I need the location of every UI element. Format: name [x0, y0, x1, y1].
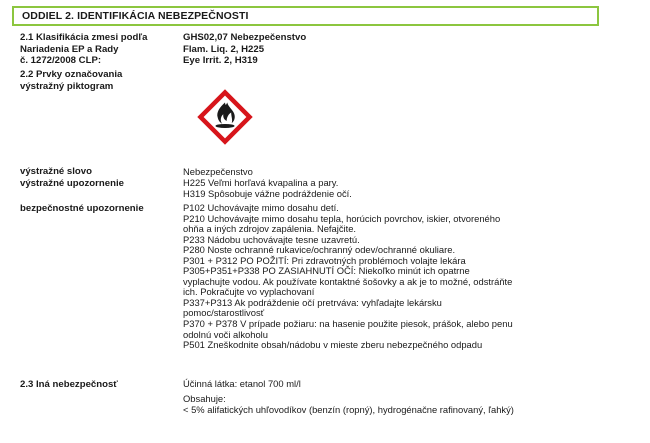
precautionary-statements-list	[183, 203, 513, 351]
precautionary-line: P370 + P378 V prípade požiaru: na hasenie použite piesok, prášok, alebo penu	[183, 318, 513, 330]
precautionary-line: vyplachujte vodou. Ak používate kontaktné šošovky a ak je to možné, odstráňte	[183, 275, 513, 287]
precautionary-line: ich. Pokračujte vo vyplachovaní	[183, 286, 315, 298]
signal-word-value: Nebezpečenstvo	[183, 165, 253, 177]
precautionary-line: P280 Noste ochranné rukavice/ochranný odev/ochranné okuliare.	[183, 244, 456, 256]
other-hazards-active-substance: Účinná látka: etanol 700 ml/l	[183, 377, 301, 389]
ghs02-flame-icon	[197, 89, 253, 145]
precautionary-line: P501 Zneškodnite obsah/nádobu v mieste zberu nebezpečného odpadu	[183, 339, 483, 351]
precautionary-line: P337+P313 Ak podráždenie očí pretrváva: vyhľadajte lekársku	[183, 296, 442, 308]
precautionary-line: P233 Nádobu uchovávajte tesne uzavretú.	[183, 233, 360, 245]
section-header	[12, 6, 599, 26]
section-title: ODDIEL 2. IDENTIFIKÁCIA NEBEZPEČNOSTI	[22, 10, 249, 22]
classification-label-3: č. 1272/2008 CLP:	[20, 55, 102, 66]
label-elements-heading: 2.2 Prvky označovania	[20, 69, 123, 80]
precautionary-line: P210 Uchovávajte mimo dosahu tepla, horúcich povrchov, iskier, otvoreného	[183, 212, 501, 224]
pictogram-label: výstražný piktogram	[20, 81, 114, 92]
signal-word-label: výstražné slovo	[20, 166, 92, 177]
classification-label-1: 2.1 Klasifikácia zmesi podľa	[20, 32, 148, 43]
precautionary-line: pomoc/starostlivosť	[183, 307, 265, 319]
hazard-statement-h225: H225 Veľmi horľavá kvapalina a pary.	[183, 177, 339, 188]
hazard-statement-h319: H319 Spôsobuje vážne podráždenie očí.	[183, 188, 352, 199]
classification-value-2: Flam. Liq. 2, H225	[183, 43, 265, 55]
classification-value-1: GHS02,07 Nebezpečenstvo	[183, 32, 307, 43]
classification-value-3: Eye Irrit. 2, H319	[183, 55, 258, 66]
precautionary-line: odolnú voči alkoholu	[183, 328, 268, 340]
precautionary-line: P305+P351+P338 PO ZASIAHNUTÍ OČÍ: Niekoľko minút ich opatrne	[183, 265, 470, 277]
other-hazards-contains-value: < 5% alifatických uhľovodíkov (benzín (ropný), hydrogénačne rafinovaný, ľahký)	[183, 404, 514, 415]
precautionary-line: P102 Uchovávajte mimo dosahu detí.	[183, 202, 339, 213]
precautionary-line: ohňa a iných zdrojov zapálenia. Nefajčite.	[183, 223, 357, 235]
other-hazards-label: 2.3 Iná nebezpečnosť	[20, 378, 118, 390]
precautionary-statements-label: bezpečnostné upozornenie	[20, 202, 144, 214]
precautionary-line: P301 + P312 PO POŽITÍ: Pri zdravotných problémoch volajte lekára	[183, 254, 466, 266]
hazard-statements-label: výstražné upozornenie	[20, 177, 124, 189]
other-hazards-contains-label: Obsahuje:	[183, 392, 226, 404]
classification-label-2: Nariadenia EP a Rady	[20, 43, 119, 55]
